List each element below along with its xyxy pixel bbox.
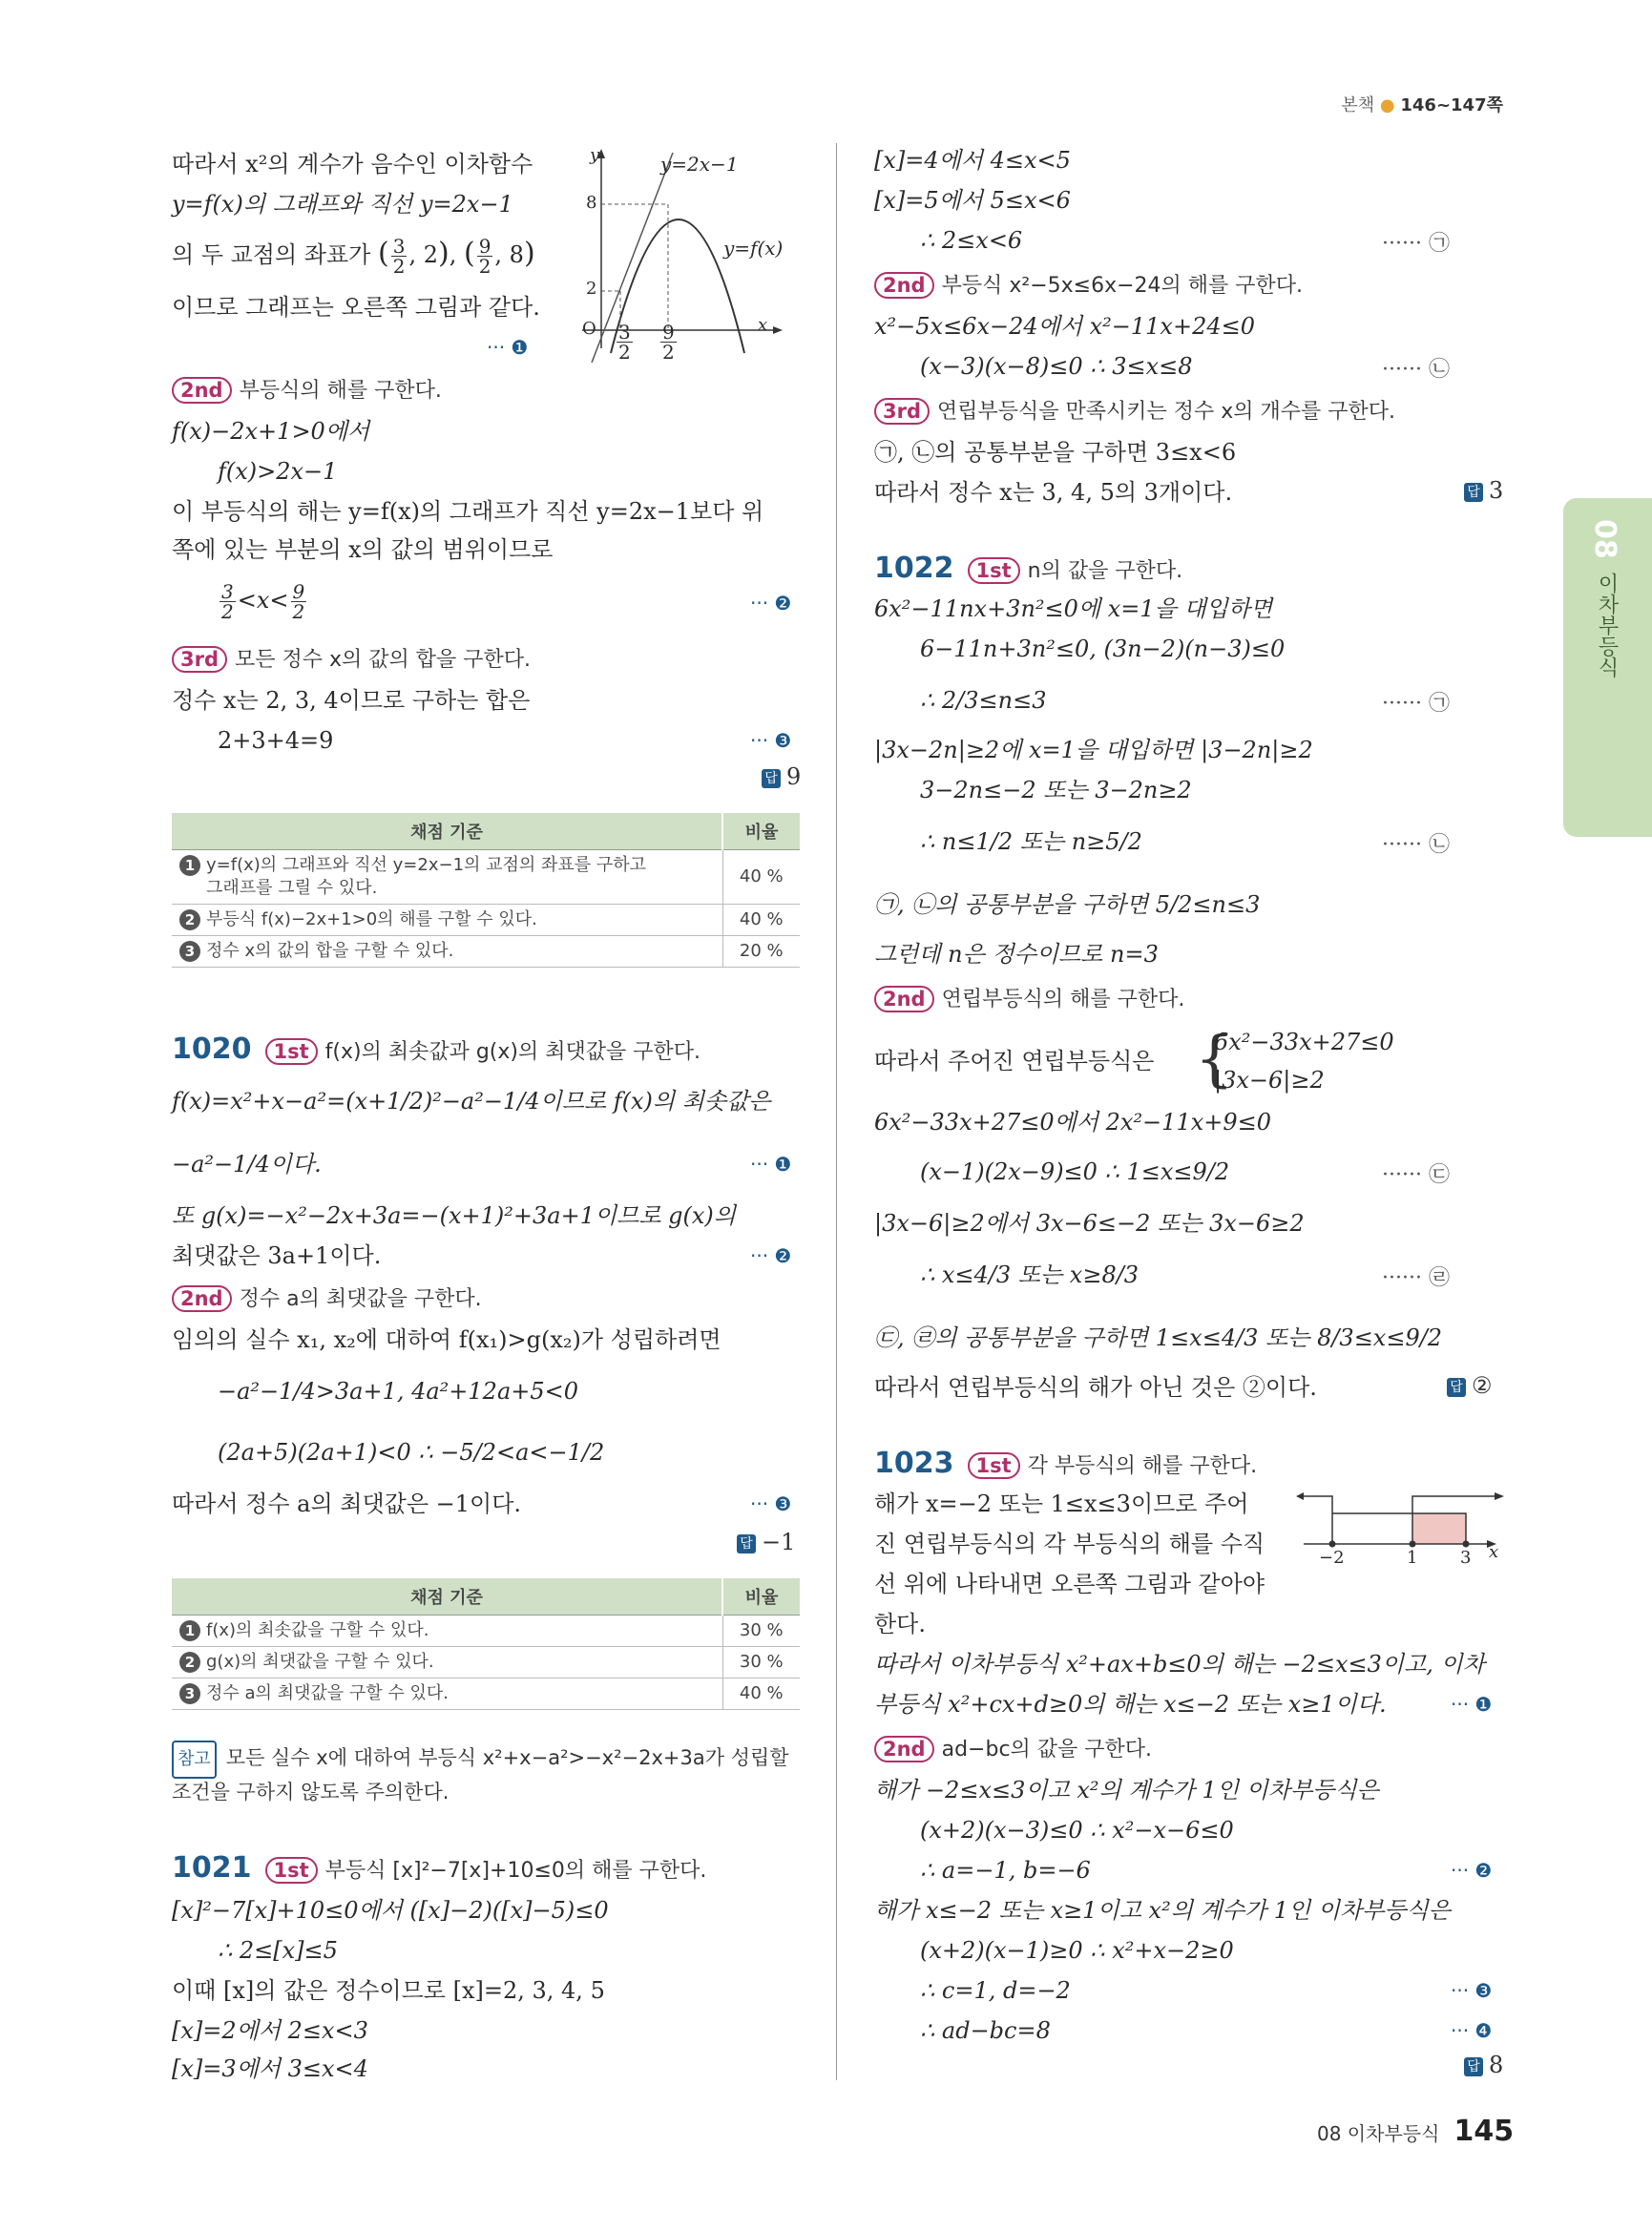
intro-line-2: y=f(x)의 그래프와 직선 y=2x−1 xyxy=(172,191,513,218)
note-line-2: 조건을 구하지 않도록 주의한다. xyxy=(172,1781,450,1804)
p1023-mark-2: ··· ❷ xyxy=(1451,1859,1493,1882)
mark-2: ··· ❷ xyxy=(750,592,792,615)
step3-heading: 3rd 모든 정수 x의 값의 합을 구한다. xyxy=(172,643,531,678)
answer-1022: 답 ② xyxy=(1447,1372,1493,1399)
answer-icon: 답 xyxy=(737,1534,756,1553)
p1023-heading: 1023 1st 각 부등식의 해를 구한다. xyxy=(874,1447,1258,1480)
p1023-mark-4: ··· ❹ xyxy=(1451,2019,1493,2042)
p1023-line-1: 해가 x=−2 또는 1≤x≤3이므로 주어 xyxy=(874,1491,1249,1517)
p1021-line-4: [x]=2에서 2≤x<3 xyxy=(172,2017,368,2044)
numline-tick-3: 3 xyxy=(1460,1548,1472,1568)
s2-line-1: f(x)−2x+1>0에서 xyxy=(172,418,370,445)
p1020-line-3: 또 g(x)=−x²−2x+3a=−(x+1)²+3a+1이므로 g(x)의 xyxy=(172,1202,736,1229)
footer-page-number: 145 xyxy=(1453,2115,1515,2148)
footer-chapter: 08 이차부등식 xyxy=(1317,2122,1440,2145)
r-line-5: (x−3)(x−8)≤0 ∴ 3≤x≤8 xyxy=(920,353,1193,380)
p1022-line-7: ㉠, ㉡의 공통부분을 구하면 5/2≤n≤3 xyxy=(874,891,1261,918)
p1020-line-5: 임의의 실수 x₁, x₂에 대하여 f(x₁)>g(x₂)가 성립하려면 xyxy=(172,1326,721,1353)
answer-icon: 답 xyxy=(762,769,781,788)
p1023-line-2: 진 연립부등식의 각 부등식의 해를 수직 xyxy=(874,1531,1265,1557)
column-divider xyxy=(836,143,837,2080)
note-line-1: 참고 모든 실수 x에 대하여 부등식 x²+x−a²>−x²−2x+3a가 성립할 xyxy=(172,1741,789,1779)
table-row: 1 y=f(x)의 그래프와 직선 y=2x−1의 교점의 좌표를 구하고 그래프를 그릴 수 있다. 40 % xyxy=(172,850,800,905)
r-tag-2: ······ ㉡ xyxy=(1382,358,1450,382)
p1023-line-4: 한다. xyxy=(874,1611,926,1637)
p1022-heading: 1022 1st n의 값을 구한다. xyxy=(874,552,1183,585)
p1020-mark-2: ··· ❷ xyxy=(750,1244,792,1267)
p1022-line-2: 6−11n+3n²≤0, (3n−2)(n−3)≤0 xyxy=(920,636,1286,662)
intro-line-4: 이므로 그래프는 오른쪽 그림과 같다. xyxy=(172,294,540,321)
page-header xyxy=(1341,92,1503,116)
intro-line-3: 의 두 교점의 좌표가 ( $\frac{3}{2}$ , 2), ( $\frac{9}{2}$ , 8) xyxy=(172,235,535,278)
table-row: 3 정수 x의 값의 합을 구할 수 있다. 20 % xyxy=(172,936,800,968)
p1022-line-9: 따라서 주어진 연립부등식은 xyxy=(874,1048,1155,1074)
p1022-line-12: |3x−6|≥2에서 3x−6≤−2 또는 3x−6≥2 xyxy=(874,1210,1305,1237)
p1022-line-6: ∴ n≤1/2 또는 n≥5/2 xyxy=(920,828,1142,855)
r-line-6: ㉠, ㉡의 공통부분을 구하면 3≤x<6 xyxy=(874,439,1237,466)
p1022-line-8: 그런데 n은 정수이므로 n=3 xyxy=(874,941,1159,968)
graph-x-axis-label: x xyxy=(758,315,768,335)
p1022-tag-4: ······ ㉣ xyxy=(1382,1266,1450,1290)
s2-line-2: f(x)>2x−1 xyxy=(218,458,338,485)
s2-line-3: 이 부등식의 해는 y=f(x)의 그래프가 직선 y=2x−1보다 위 xyxy=(172,498,764,525)
p1022-line-1: 6x²−11nx+3n²≤0에 x=1을 대입하면 xyxy=(874,595,1273,622)
p1020-line-4: 최댓값은 3a+1이다. xyxy=(172,1242,382,1269)
numline-tick-1: −2 xyxy=(1319,1548,1345,1568)
numline-tick-2: 1 xyxy=(1407,1548,1418,1568)
graph-y-axis-label: y xyxy=(590,145,600,165)
p1022-line-15: 따라서 연립부등식의 해가 아닌 것은 ②이다. xyxy=(874,1374,1317,1401)
side-tab-title: 이차부등식 xyxy=(1595,573,1619,678)
s2-result: $\frac{3}{2}$ <x< $\frac{9}{2}$ xyxy=(221,580,305,623)
p1021-line-2: ∴ 2≤[x]≤5 xyxy=(218,1937,338,1964)
p1022-tag-2: ······ ㉡ xyxy=(1382,833,1450,857)
r-line-4: x²−5x≤6x−24에서 x²−11x+24≤0 xyxy=(874,313,1255,340)
r-line-1: [x]=4에서 4≤x<5 xyxy=(874,147,1071,174)
p1022-line-3: ∴ 2/3≤n≤3 xyxy=(920,687,1047,714)
p1020-heading: 1020 1st f(x)의 최솟값과 g(x)의 최댓값을 구한다. xyxy=(172,1032,701,1066)
p1023-line-12: ∴ c=1, d=−2 xyxy=(920,1977,1071,2004)
system-brace: { xyxy=(1195,1024,1234,1095)
graph-tick-y2: 2 xyxy=(586,279,597,299)
s3-line-2: 2+3+4=9 xyxy=(218,727,334,754)
table-row: 3 정수 a의 최댓값을 구할 수 있다. 40 % xyxy=(172,1678,800,1710)
mark-3: ··· ❸ xyxy=(750,729,792,752)
answer-icon: 답 xyxy=(1464,483,1483,502)
table2-header-ratio: 비율 xyxy=(722,1578,800,1616)
graph-tick-y8: 8 xyxy=(586,193,597,213)
table2-header-criteria: 채점 기준 xyxy=(172,1578,722,1616)
p1022-tag-1: ······ ㉠ xyxy=(1382,692,1450,716)
p1020-step2-heading: 2nd 정수 a의 최댓값을 구한다. xyxy=(172,1282,482,1317)
graph-curve-label: y=f(x) xyxy=(723,237,784,260)
s2-line-4: 쪽에 있는 부분의 x의 값의 범위이므로 xyxy=(172,536,554,563)
p1021-heading: 1021 1st 부등식 [x]²−7[x]+10≤0의 해를 구한다. xyxy=(172,1851,707,1885)
p1022-tag-3: ······ ㉢ xyxy=(1382,1163,1450,1187)
p1022-line-14: ㉢, ㉣의 공통부분을 구하면 1≤x≤4/3 또는 8/3≤x≤9/2 xyxy=(874,1324,1443,1351)
ref-label: 본책 xyxy=(1341,95,1375,115)
chapter-side-tab xyxy=(1563,498,1652,837)
p1023-line-6: 부등식 x²+cx+d≥0의 해는 x≤−2 또는 x≥1이다. xyxy=(874,1691,1387,1718)
p1022-line-5: 3−2n≤−2 또는 3−2n≥2 xyxy=(920,777,1192,803)
scoring-table-2 xyxy=(172,1578,800,1710)
p1023-line-10: 해가 x≤−2 또는 x≥1이고 x²의 계수가 1인 이차부등식은 xyxy=(874,1897,1451,1924)
answer-icon: 답 xyxy=(1447,1378,1466,1397)
answer-icon: 답 xyxy=(1464,2057,1483,2076)
p1023-line-8: (x+2)(x−3)≤0 ∴ x²−x−6≤0 xyxy=(920,1817,1234,1844)
table1-header-criteria: 채점 기준 xyxy=(172,813,722,850)
intro-line-1: 따라서 x²의 계수가 음수인 이차함수 xyxy=(172,151,533,177)
page-footer xyxy=(1317,2115,1514,2148)
p1020-mark-1: ··· ❶ xyxy=(750,1153,792,1176)
answer-1020: 답 −1 xyxy=(737,1529,795,1555)
table1-header-ratio: 비율 xyxy=(722,813,800,850)
p1023-line-13: ∴ ad−bc=8 xyxy=(920,2017,1051,2044)
table-row: 2 g(x)의 최댓값을 구할 수 있다. 30 % xyxy=(172,1647,800,1678)
p1023-line-11: (x+2)(x−1)≥0 ∴ x²+x−2≥0 xyxy=(920,1937,1234,1964)
p1023-mark-1: ··· ❶ xyxy=(1451,1693,1493,1716)
orange-dot-icon: ● xyxy=(1379,95,1395,115)
p1023-step2-heading: 2nd ad−bc의 값을 구한다. xyxy=(874,1733,1152,1767)
r-tag-1: ······ ㉠ xyxy=(1382,232,1450,256)
p1020-line-2: −a²−1/4이다. xyxy=(172,1151,322,1178)
graph-tick-x2: $\frac{9}{2}$ xyxy=(662,321,675,364)
s3-line-1: 정수 x는 2, 3, 4이므로 구하는 합은 xyxy=(172,687,531,714)
r-line-2: [x]=5에서 5≤x<6 xyxy=(874,187,1071,214)
p1023-line-3: 선 위에 나타내면 오른쪽 그림과 같아야 xyxy=(874,1571,1265,1597)
step2-heading: 2nd 부등식의 해를 구한다. xyxy=(172,374,442,408)
r-step2-heading: 2nd 부등식 x²−5x≤6x−24의 해를 구한다. xyxy=(874,269,1303,303)
p1020-line-1: f(x)=x²+x−a²=(x+1/2)²−a²−1/4이므로 f(x)의 최솟값은 xyxy=(172,1088,771,1115)
p1022-line-10: 6x²−33x+27≤0에서 2x²−11x+9≤0 xyxy=(874,1109,1272,1136)
numline-axis-label: x xyxy=(1489,1542,1499,1562)
p1023-line-9: ∴ a=−1, b=−6 xyxy=(920,1857,1091,1884)
p1020-line-8: 따라서 정수 a의 최댓값은 −1이다. xyxy=(172,1491,522,1517)
answer-1023: 답 8 xyxy=(1464,2052,1503,2078)
mark-1: ··· ❶ xyxy=(487,336,529,359)
p1020-line-6: −a²−1/4>3a+1, 4a²+12a+5<0 xyxy=(218,1378,579,1405)
p1022-sys-2: |3x−6|≥2 xyxy=(1214,1067,1325,1094)
graph-origin: O xyxy=(582,319,596,339)
graph-tick-x1: $\frac{3}{2}$ xyxy=(618,321,631,364)
answer-1021: 답 3 xyxy=(1464,477,1503,504)
p1023-mark-3: ··· ❸ xyxy=(1451,1979,1493,2002)
p1021-line-1: [x]²−7[x]+10≤0에서 ([x]−2)([x]−5)≤0 xyxy=(172,1897,609,1924)
p1022-sys-1: 6x²−33x+27≤0 xyxy=(1214,1029,1394,1055)
r-line-7: 따라서 정수 x는 3, 4, 5의 3개이다. xyxy=(874,479,1233,506)
p1020-line-7: (2a+5)(2a+1)<0 ∴ −5/2<a<−1/2 xyxy=(218,1439,605,1466)
graph-line-label: y=2x−1 xyxy=(660,153,739,176)
scoring-table-1 xyxy=(172,813,800,968)
r-line-3: ∴ 2≤x<6 xyxy=(920,227,1023,254)
p1022-line-13: ∴ x≤4/3 또는 x≥8/3 xyxy=(920,1261,1140,1288)
p1021-line-5: [x]=3에서 3≤x<4 xyxy=(172,2055,368,2082)
table-row: 2 부등식 f(x)−2x+1>0의 해를 구할 수 있다. 40 % xyxy=(172,905,800,936)
table-row: 1 f(x)의 최솟값을 구할 수 있다. 30 % xyxy=(172,1616,800,1647)
r-step3-heading: 3rd 연립부등식을 만족시키는 정수 x의 개수를 구한다. xyxy=(874,395,1395,429)
p1020-mark-3: ··· ❸ xyxy=(750,1492,792,1515)
p1023-line-5: 따라서 이차부등식 x²+ax+b≤0의 해는 −2≤x≤3이고, 이차 xyxy=(874,1651,1485,1678)
ref-pages: 146~147쪽 xyxy=(1400,95,1503,115)
answer-1019: 답 9 xyxy=(762,763,801,790)
side-tab-number: 08 xyxy=(1588,519,1621,559)
p1023-line-7: 해가 −2≤x≤3이고 x²의 계수가 1인 이차부등식은 xyxy=(874,1777,1379,1804)
p1021-line-3: 이때 [x]의 값은 정수이므로 [x]=2, 3, 4, 5 xyxy=(172,1977,605,2004)
p1022-line-11: (x−1)(2x−9)≤0 ∴ 1≤x≤9/2 xyxy=(920,1158,1230,1185)
p1022-line-4: |3x−2n|≥2에 x=1을 대입하면 |3−2n|≥2 xyxy=(874,737,1313,763)
p1022-step2-heading: 2nd 연립부등식의 해를 구한다. xyxy=(874,983,1184,1017)
